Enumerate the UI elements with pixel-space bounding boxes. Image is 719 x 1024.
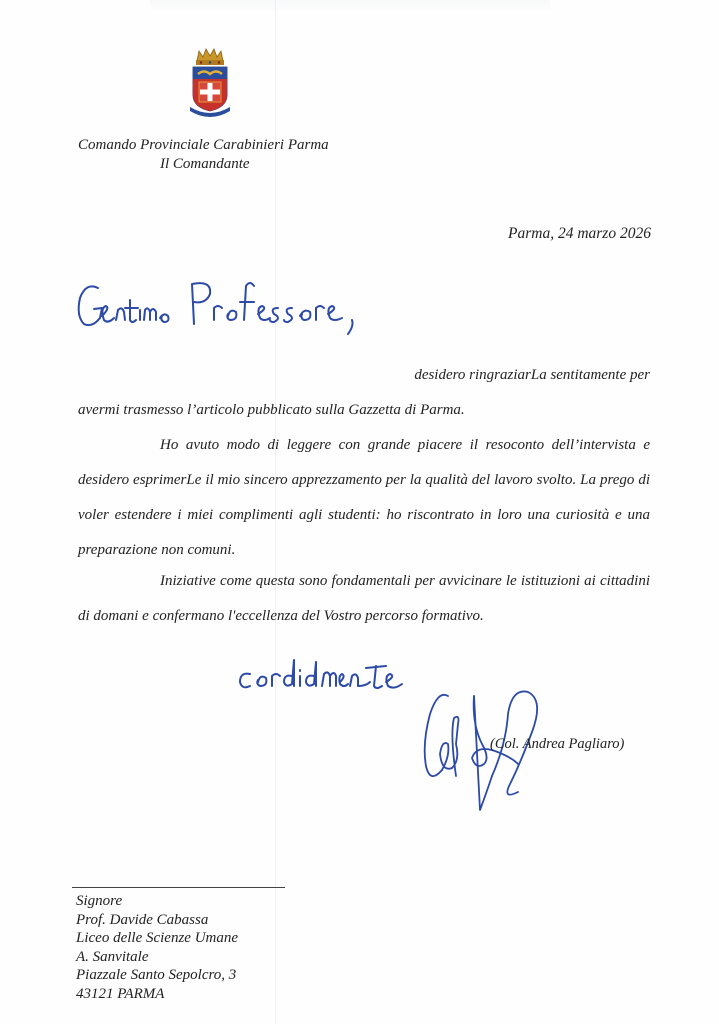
signer-name: (Col. Andrea Pagliaro) <box>490 736 625 752</box>
scan-shadow <box>150 0 550 14</box>
commander-role: Il Comandante <box>160 156 250 172</box>
recipient-school-name: A. Sanvitale <box>76 948 149 965</box>
handwritten-closing <box>236 652 416 697</box>
paragraph-1-end: avermi trasmesso l’articolo pubblicato sulla Gazzetta di Parma. <box>78 402 465 418</box>
organization-name: Comando Provinciale Carabinieri Parma <box>78 137 329 153</box>
recipient-street: Piazzale Santo Sepolcro, 3 <box>76 967 237 983</box>
paragraph-2: Ho avuto modo di leggere con grande piacere il resoconto dell’intervista e desidero esprimerLe il mio sincero apprezzamento per la qualità del lavoro svolto. La prego di voler estendere i miei complimenti agli studenti: ho riscontrato in loro una curiosità e una preparazione non comuni. <box>78 437 650 558</box>
handwritten-salutation <box>72 272 372 342</box>
recipient-salutation: Signore <box>76 893 123 909</box>
recipient-name: Prof. Davide Cabassa <box>76 911 209 928</box>
carabinieri-crest-icon <box>186 47 234 119</box>
recipient-divider <box>72 887 285 888</box>
paragraph-1-start: desidero ringraziarLa sentitamente per <box>414 367 650 383</box>
recipient-school: Liceo delle Scienze Umane <box>76 930 239 946</box>
recipient-address <box>76 892 238 1003</box>
date-line: Parma, 24 marzo 2026 <box>508 225 651 242</box>
paragraph-3: Iniziative come questa sono fondamentali per avvicinare le istituzioni ai cittadini di domani e confermano l'eccellenza del Vostro percorso formativo. <box>78 573 650 624</box>
recipient-city: 43121 PARMA <box>76 985 165 1002</box>
